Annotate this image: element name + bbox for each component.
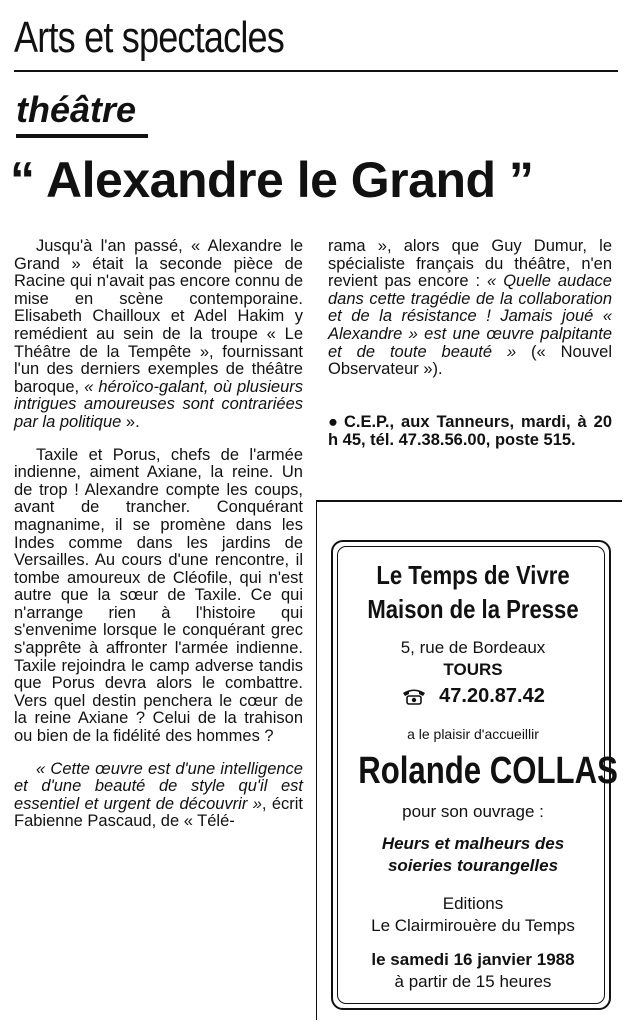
bullet-icon: ●	[328, 413, 338, 431]
paragraph-critics	[328, 238, 612, 379]
critics-quote: « Quelle audace dans cette tragédie de la collaboration et de la résistance ! Jamais joué « Alexandre » est une œuvre palpitante et de toute beauté »	[328, 272, 612, 361]
ad-intro: a le plaisir d'accueillir	[407, 726, 539, 742]
paragraph-plot: Taxile et Porus, chefs de l'armée indienne, aiment Axiane, la reine. Un de trop ! Alexandre compte les coups, avant de trancher. Conquérant magnanime, il se promène dans les Indes comme dans les jardins de Versailles. Au cours d'une rencontre, il tombe amoureux de Cléofile, qui n'est autre que la sœur de Taxile. Ce qui n'arrange rien à l'histoire qui s'envenime lorsque le conquérant grec s'apprête à affronter l'armée indienne. Taxile rejoindra le camp adverse tandis que Porus devra alors le combattre. Vers quel destin penchera le cœur de la reine Axiane ? Celui de la trahison ou bien de la fidélité des hommes ?	[14, 445, 303, 746]
ad-shop-name: Le Temps de Vivre	[376, 560, 570, 590]
section-title: Arts et spectacles	[14, 13, 284, 62]
ad-separator-rule	[316, 500, 622, 502]
performance-details: C.E.P., aux Tanneurs, mardi, à 20 h 45, tél. 47.38.56.00, poste 515.	[328, 413, 612, 449]
critics-source: (« Nouvel Observateur »).	[328, 342, 612, 379]
ad-date: le samedi 16 janvier 1988	[371, 950, 575, 969]
ad-book-title-1: Heurs et malheurs des	[381, 834, 565, 853]
rubric-underline	[16, 134, 148, 138]
critics-text: rama », alors que Guy Dumur, le spécialiste français du théâtre, n'en revient pas encore :	[328, 237, 612, 291]
intro-end: ».	[121, 412, 140, 431]
article-headline: “ Alexandre le Grand ”	[10, 152, 534, 208]
ad-phone-line	[333, 685, 613, 708]
article-right-column	[328, 238, 612, 394]
review-attribution: , écrit Fabienne Pascaud, de « Télé-	[14, 794, 303, 831]
advertisement-box	[331, 540, 618, 1010]
ad-time: à partir de 15 heures	[394, 972, 552, 991]
ad-city: TOURS	[443, 660, 503, 679]
ad-address: 5, rue de Bordeaux	[400, 638, 546, 657]
ad-author-name: Rolande COLLAS	[358, 750, 618, 792]
paragraph-intro	[14, 238, 303, 432]
article-left-column	[14, 238, 303, 846]
intro-quote: « héroïco-galant, où plusieurs intrigues amoureuses sont contrariées par la politique	[14, 377, 303, 431]
intro-text: Jusqu'à l'an passé, « Alexandre le Grand » était la seconde pièce de Racine qui n'avait pas encore connu de mise en scène contemporaine. Elisabeth Chailloux et Adel Hakim y remédient au sein de la troupe « Le Théâtre de la Tempête », fournissant l'un des derniers exemples de théâtre baroque,	[14, 237, 303, 396]
review-quote: « Cette œuvre est d'une intelligence et d'une beauté de style qu'il est essentiel et urgent de découvrir »	[14, 759, 303, 813]
ad-publisher-2: Le Clairmirouère du Temps	[371, 916, 575, 935]
ad-book-title-2: soieries tourangelles	[387, 856, 559, 875]
paragraph-review	[14, 761, 303, 831]
ad-for-work: pour son ouvrage :	[402, 802, 544, 821]
rubric-label: théâtre	[16, 89, 137, 130]
column-divider	[316, 500, 317, 1020]
ad-shop-subtitle: Maison de la Presse	[367, 594, 579, 624]
header-rule	[14, 70, 618, 72]
phone-icon	[401, 687, 427, 705]
ad-publisher-1: Editions	[442, 894, 504, 913]
performance-info	[328, 414, 612, 449]
ad-phone-number: 47.20.87.42	[439, 685, 545, 707]
